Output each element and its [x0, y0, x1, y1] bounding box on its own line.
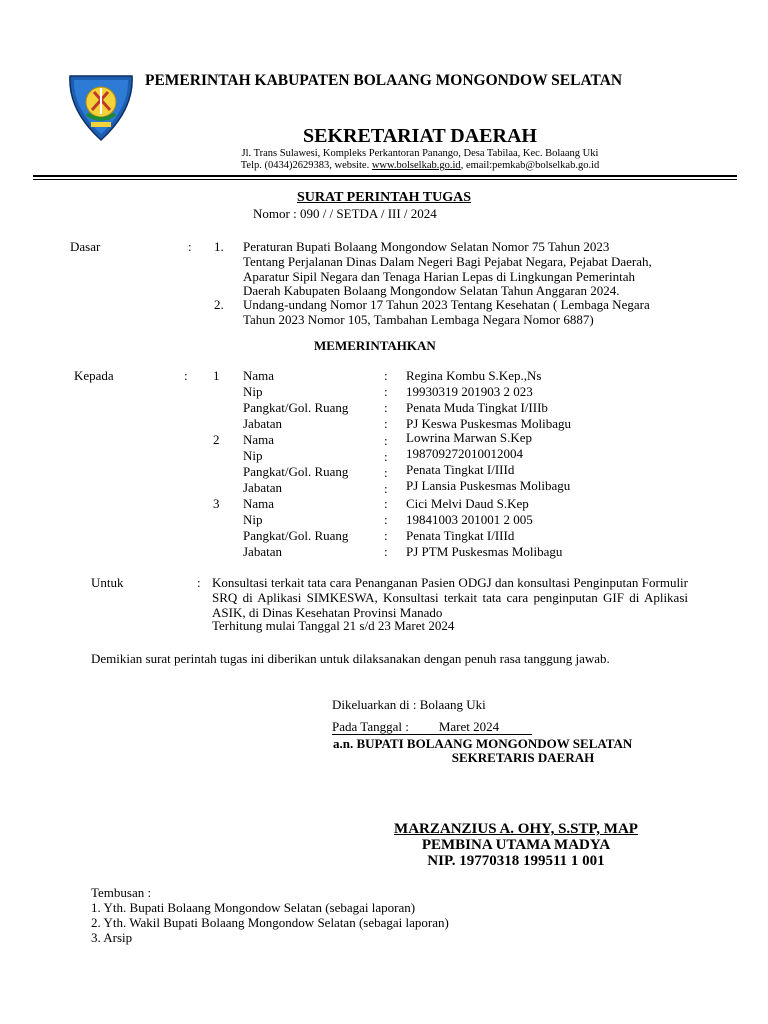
signatory-rank: PEMBINA UTAMA MADYA — [421, 837, 611, 853]
person-2-position: PJ Lansia Puskesmas Molibagu — [406, 478, 571, 493]
untuk-label: Untuk — [91, 575, 124, 590]
person-2-rank: Penata Tingkat I/IIId — [406, 462, 515, 477]
office-title: SEKRETARIAT DAERAH — [303, 125, 537, 147]
government-name: PEMERINTAH KABUPATEN BOLAANG MONGONDOW SELATAN — [145, 72, 623, 89]
untuk-colon: : — [197, 575, 201, 590]
letter-title: SURAT PERINTAH TUGAS — [296, 190, 471, 205]
issued-place: Dikeluarkan di : Bolaang Uki — [332, 697, 486, 712]
person-2-num: 2 — [213, 432, 220, 447]
person-1-rank-label: Pangkat/Gol. Ruang — [243, 400, 349, 415]
dasar-item-1-line-1: Peraturan Bupati Bolaang Mongondow Selatan Nomor 75 Tahun 2023 — [243, 239, 610, 254]
issued-date — [332, 719, 532, 735]
kepada-label: Kepada — [74, 368, 114, 383]
person-2-name-colon: : — [384, 433, 388, 448]
person-3-nip: 19841003 201001 2 005 — [406, 512, 533, 527]
dasar-item-2-num: 2. — [214, 297, 224, 312]
dasar-item-1-num: 1. — [214, 239, 224, 254]
person-3-position-label: Jabatan — [243, 544, 282, 559]
person-1-position: PJ Keswa Puskesmas Molibagu — [406, 416, 572, 431]
person-1-rank-colon: : — [384, 400, 388, 415]
person-2-nip-label: Nip — [243, 448, 263, 463]
contact-suffix: , email:pemkab@bolselkab.go.id — [460, 160, 600, 171]
on-behalf-line: a.n. BUPATI BOLAANG MONGONDOW SELATAN — [333, 736, 633, 751]
kepada-colon: : — [184, 368, 188, 383]
person-1-position-colon: : — [384, 416, 388, 431]
dasar-item-2-line-2: Tahun 2023 Nomor 105, Tambahan Lembaga Negara Nomor 6887) — [243, 312, 594, 327]
signatory-name: MARZANZIUS A. OHY, S.STP, MAP — [394, 821, 638, 837]
untuk-text: Konsultasi terkait tata cara Penanganan Pasien ODGJ dan konsultasi Penginputan Formulir SRQ di Aplikasi SIMKESWA, Konsultasi terkait tata cara penginputan GIF di Aplikasi ASIK, di Dinas Kesehatan Provinsi Manado — [212, 575, 688, 620]
issued-date-label: Pada Tanggal : — [332, 719, 409, 734]
instruction-heading: MEMERINTAHKAN — [314, 338, 436, 353]
issued-date-value: Maret 2024 — [438, 719, 500, 734]
tembusan-item-3: 3. Arsip — [91, 930, 133, 945]
tembusan-item-1: 1. Yth. Bupati Bolaang Mongondow Selatan (sebagai laporan) — [91, 900, 416, 915]
dasar-item-2-line-1: Undang-undang Nomor 17 Tahun 2023 Tentang Kesehatan ( Lembaga Negara — [243, 297, 650, 312]
person-3-rank: Penata Tingkat I/IIId — [406, 528, 515, 543]
person-3-nip-label: Nip — [243, 512, 263, 527]
person-2-rank-label: Pangkat/Gol. Ruang — [243, 464, 349, 479]
person-1-nip-label: Nip — [243, 384, 263, 399]
dasar-item-1-line-3: Aparatur Sipil Negara dan Tenaga Harian Lepas di Lingkungan Pemerintah — [243, 269, 635, 284]
website-link[interactable]: www.bolselkab.go.id — [371, 160, 461, 171]
person-2-position-label: Jabatan — [243, 480, 282, 495]
signatory-nip: NIP. 19770318 199511 1 001 — [427, 853, 605, 869]
person-1-name-label: Nama — [243, 368, 275, 383]
person-1-nip: 19930319 201903 2 023 — [406, 384, 533, 399]
person-1-rank: Penata Muda Tingkat I/IIIb — [406, 400, 548, 415]
header-rule-thin — [33, 179, 737, 180]
person-3-name-colon: : — [384, 496, 388, 511]
dasar-label: Dasar — [70, 239, 101, 254]
tembusan-item-2: 2. Yth. Wakil Bupati Bolaang Mongondow Selatan (sebagai laporan) — [91, 915, 449, 930]
address-line: Jl. Trans Sulawesi, Kompleks Perkantoran Panango, Desa Tabilaa, Kec. Bolaang Uki — [241, 148, 599, 159]
person-2-nip-colon: : — [384, 449, 388, 464]
header-rule-thick — [33, 175, 737, 177]
person-1-name-colon: : — [384, 368, 388, 383]
person-3-rank-colon: : — [384, 528, 388, 543]
person-3-position-colon: : — [384, 544, 388, 559]
untuk-period: Terhitung mulai Tanggal 21 s/d 23 Maret 2024 — [212, 618, 455, 633]
person-1-name: Regina Kombu S.Kep.,Ns — [406, 368, 542, 383]
letter-number: Nomor : 090 / / SETDA / III / 2024 — [253, 206, 437, 221]
person-2-position-colon: : — [384, 481, 388, 496]
person-2-name-label: Nama — [243, 432, 275, 447]
person-3-nip-colon: : — [384, 512, 388, 527]
dasar-colon: : — [188, 239, 192, 254]
person-3-name: Cici Melvi Daud S.Kep — [406, 496, 529, 511]
regency-emblem-icon — [64, 70, 138, 142]
person-1-nip-colon: : — [384, 384, 388, 399]
closing-text: Demikian surat perintah tugas ini diberikan untuk dilaksanakan dengan penuh rasa tanggung jawab. — [91, 651, 610, 666]
person-2-rank-colon: : — [384, 465, 388, 480]
person-2-name: Lowrina Marwan S.Kep — [406, 430, 532, 445]
person-3-rank-label: Pangkat/Gol. Ruang — [243, 528, 349, 543]
contact-prefix: Telp. (0434)2629383, website. — [240, 160, 372, 171]
person-2-nip: 198709272010012004 — [406, 446, 523, 461]
tembusan-label: Tembusan : — [91, 885, 152, 900]
person-1-position-label: Jabatan — [243, 416, 282, 431]
person-3-name-label: Nama — [243, 496, 275, 511]
contact-line — [160, 160, 680, 172]
person-3-num: 3 — [213, 496, 220, 511]
dasar-item-1-line-2: Tentang Perjalanan Dinas Dalam Negeri Bagi Pejabat Negara, Pejabat Daerah, — [243, 254, 652, 269]
dasar-item-1-line-4: Daerah Kabupaten Bolaang Mongondow Selatan Tahun Anggaran 2024. — [243, 283, 620, 298]
person-1-num: 1 — [213, 368, 220, 383]
person-3-position: PJ PTM Puskesmas Molibagu — [406, 544, 563, 559]
signer-role: SEKRETARIS DAERAH — [451, 750, 595, 765]
